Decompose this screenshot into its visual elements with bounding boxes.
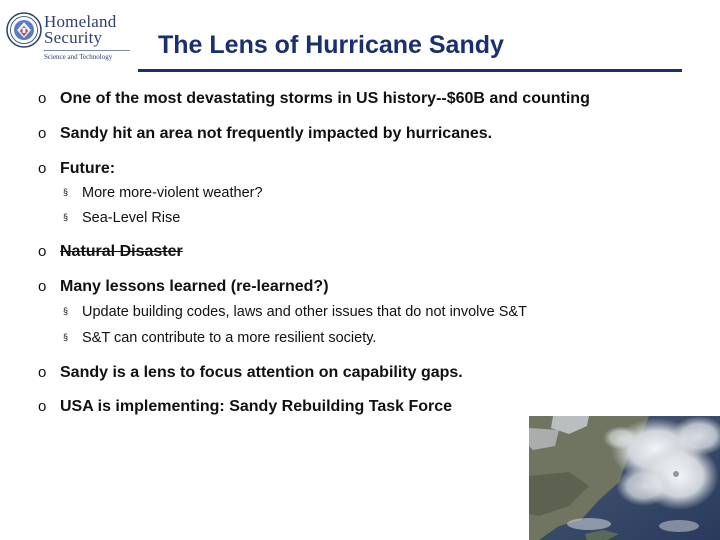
sub-bullet-item bbox=[63, 330, 376, 346]
bullet-marker: o bbox=[38, 125, 47, 142]
bullet-text: Many lessons learned (re-learned?) bbox=[60, 278, 329, 295]
sub-bullet-marker: § bbox=[63, 187, 69, 197]
bullet-marker: o bbox=[38, 90, 47, 107]
bullet-item bbox=[38, 160, 115, 178]
sub-bullet-text: Sea-Level Rise bbox=[82, 210, 181, 226]
bullet-text: Sandy hit an area not frequently impacted by hurricanes. bbox=[60, 125, 493, 142]
bullet-item bbox=[38, 90, 590, 108]
slide-title: The Lens of Hurricane Sandy bbox=[158, 31, 504, 59]
bullet-text: Future: bbox=[60, 160, 116, 177]
logo-word-security: Security bbox=[44, 28, 103, 47]
sub-bullet-item bbox=[63, 185, 263, 201]
bullet-text: Natural Disaster bbox=[60, 243, 183, 260]
bullet-item bbox=[38, 364, 463, 382]
bullet-marker: o bbox=[38, 160, 47, 177]
bullet-item bbox=[38, 278, 329, 296]
bullet-text: One of the most devastating storms in US history--$60B and counting bbox=[60, 90, 590, 107]
bullet-item-struck bbox=[38, 243, 183, 261]
sub-bullet-marker: § bbox=[63, 332, 69, 342]
bullet-text: Sandy is a lens to focus attention on capability gaps. bbox=[60, 364, 463, 381]
bullet-text: USA is implementing: Sandy Rebuilding Task Force bbox=[60, 398, 453, 415]
sub-bullet-marker: § bbox=[63, 212, 69, 222]
sub-bullet-text: Update building codes, laws and other issues that do not involve S&T bbox=[82, 304, 527, 320]
sub-bullet-marker: § bbox=[63, 306, 69, 316]
sub-bullet-item bbox=[63, 210, 180, 226]
bullet-marker: o bbox=[38, 364, 47, 381]
hurricane-satellite-image bbox=[529, 416, 720, 540]
logo-subtitle: Science and Technology bbox=[44, 53, 113, 61]
bullet-marker: o bbox=[38, 243, 47, 260]
bullet-item bbox=[38, 398, 452, 416]
sub-bullet-text: More more-violent weather? bbox=[82, 185, 263, 201]
bullet-marker: o bbox=[38, 398, 47, 415]
sub-bullet-item bbox=[63, 304, 527, 320]
bullet-item bbox=[38, 125, 492, 143]
logo-word-homeland: Homeland bbox=[44, 12, 117, 31]
sub-bullet-text: S&T can contribute to a more resilient society. bbox=[82, 330, 377, 346]
bullet-marker: o bbox=[38, 278, 47, 295]
